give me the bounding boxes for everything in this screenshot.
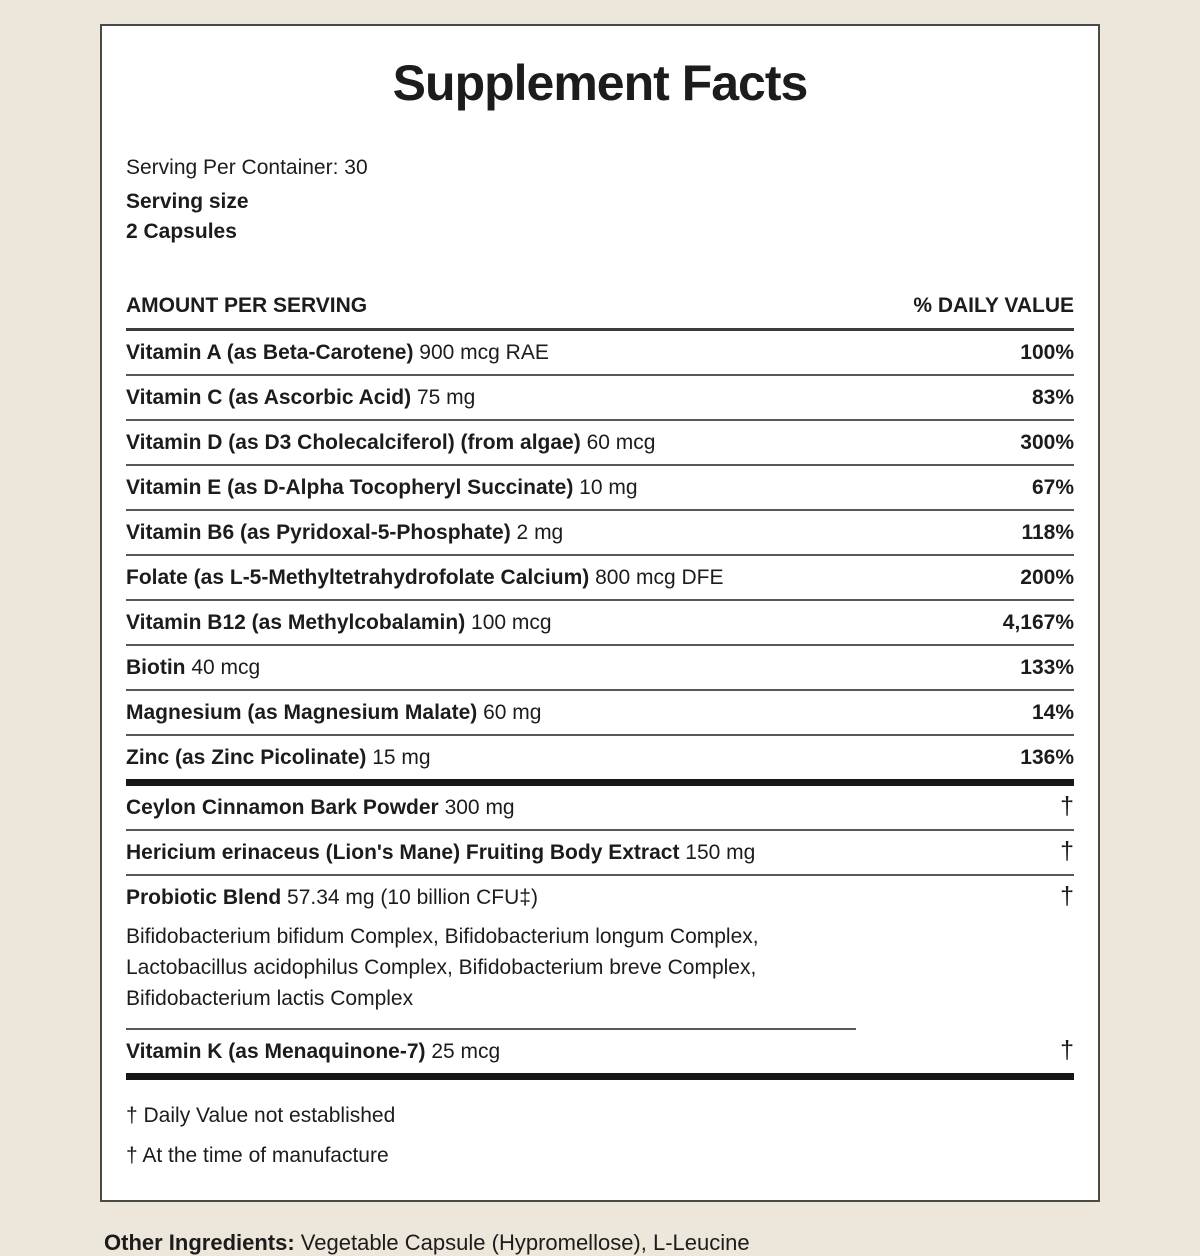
daily-value: † [1060,837,1074,865]
nutrient-row [126,511,1074,556]
nutrient-amount: 57.34 mg (10 billion CFU‡) [281,886,538,909]
nutrient-name: Vitamin E (as D-Alpha Tocopheryl Succinate) [126,476,574,499]
nutrient-name: Probiotic Blend [126,886,282,909]
nutrient-amount: 75 mg [411,386,476,409]
daily-value: 67% [1031,476,1074,499]
footnote-daily-value: † Daily Value not established [126,1104,396,1127]
nutrient-label [126,521,563,545]
section-divider [126,779,1074,786]
daily-value: 83% [1031,386,1074,409]
nutrient-name: Vitamin K (as Menaquinone-7) [126,1040,426,1063]
nutrient-row [126,786,1074,831]
nutrient-label [126,656,260,680]
nutrient-amount: 10 mg [573,476,638,499]
serving-size-value: 2 Capsules [126,220,237,243]
nutrient-row [126,1030,1074,1073]
nutrient-row [126,421,1074,466]
nutrient-label [126,886,538,910]
nutrient-name: Magnesium (as Magnesium Malate) [126,701,478,724]
nutrient-name: Vitamin C (as Ascorbic Acid) [126,386,412,409]
nutrient-label [126,476,638,500]
nutrient-row [126,466,1074,511]
nutrient-label [126,841,755,865]
nutrient-name: Vitamin A (as Beta-Carotene) [126,341,414,364]
nutrient-amount: 800 mcg DFE [589,566,724,589]
daily-value: 136% [1020,746,1074,769]
nutrient-label [126,746,431,770]
nutrient-amount: 300 mg [438,796,515,819]
supplement-facts-panel [100,24,1100,1202]
other-ingredients-label: Other Ingredients: [104,1230,295,1255]
footnote-manufacture: † At the time of manufacture [126,1144,389,1167]
nutrient-label [126,1040,500,1064]
page [100,0,1100,1256]
nutrient-name: Vitamin D (as D3 Cholecalciferol) (from algae) [126,431,581,454]
nutrient-amount: 100 mcg [465,611,552,634]
panel-title: Supplement Facts [392,55,808,111]
nutrient-name: Folate (as L-5-Methyltetrahydrofolate Calcium) [126,566,590,589]
nutrient-row [126,331,1074,376]
table-header [126,294,1074,331]
nutrient-label [126,566,723,590]
nutrient-label [126,701,541,725]
daily-value: 300% [1020,431,1074,454]
other-ingredients [100,1230,1100,1256]
nutrient-label [126,386,475,410]
nutrient-row [126,601,1074,646]
nutrient-name: Biotin [126,656,186,679]
daily-value: † [1060,1036,1074,1064]
nutrient-amount: 40 mcg [185,656,261,679]
nutrient-amount: 2 mg [510,521,564,544]
nutrient-row [126,736,1074,779]
nutrient-row [126,876,1074,919]
serving-size-label: Serving size [126,190,249,213]
daily-value: 200% [1020,566,1074,589]
section-divider [126,1073,1074,1080]
serving-block [126,156,1074,244]
nutrient-name: Ceylon Cinnamon Bark Powder [126,796,439,819]
nutrient-row [126,831,1074,876]
other-ingredients-text: Vegetable Capsule (Hypromellose), L-Leucine [294,1230,750,1255]
serving-per-container: Serving Per Container: 30 [126,156,368,179]
nutrient-row [126,646,1074,691]
daily-value: 4,167% [1002,611,1074,634]
nutrient-amount: 900 mcg RAE [413,341,549,364]
daily-value: † [1060,792,1074,820]
nutrient-row [126,556,1074,601]
nutrient-amount: 60 mg [477,701,542,724]
nutrient-name: Hericium erinaceus (Lion's Mane) Fruiting Body Extract [126,841,680,864]
daily-value: 118% [1021,521,1074,544]
nutrient-amount: 150 mg [679,841,756,864]
daily-value: † [1060,882,1074,910]
nutrient-amount: 60 mcg [580,431,656,454]
nutrient-amount: 25 mcg [425,1040,501,1063]
daily-value: 100% [1020,341,1074,364]
sub-ingredients: Bifidobacterium bifidum Complex, Bifidobacterium longum Complex, Lactobacillus acidophilus Complex, Bifidobacterium breve Complex, Bifidobacterium lactis Complex [126,919,856,1030]
nutrient-name: Vitamin B6 (as Pyridoxal-5-Phosphate) [126,521,511,544]
nutrient-name: Zinc (as Zinc Picolinate) [126,746,367,769]
nutrient-label [126,611,552,635]
nutrient-rows [126,331,1074,1080]
daily-value: 14% [1031,701,1074,724]
nutrient-name: Vitamin B12 (as Methylcobalamin) [126,611,466,634]
footnotes [126,1080,1074,1168]
nutrient-label [126,431,655,455]
nutrient-row [126,376,1074,421]
nutrient-row [126,691,1074,736]
nutrient-label [126,796,515,820]
amount-per-serving-header: AMOUNT PER SERVING [126,294,368,317]
daily-value: 133% [1020,656,1074,679]
nutrient-label [126,341,549,365]
daily-value-header: % DAILY VALUE [913,294,1074,317]
nutrient-amount: 15 mg [366,746,431,769]
